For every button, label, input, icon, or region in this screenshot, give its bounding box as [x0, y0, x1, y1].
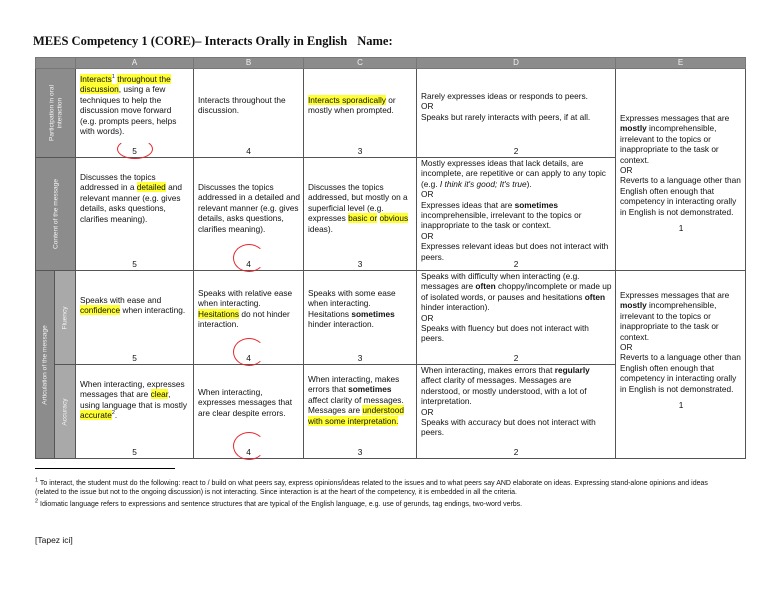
cell-participation-content-e: Expresses messages that are mostly incomprehensible, irrelevant to the topics or inappropriate to the task or context. OR Reverts to a language other than English often enough that competency in interacting orally in English is not demonstrated. 1	[616, 69, 746, 271]
footnote-separator	[35, 468, 175, 469]
cell-accuracy-d: When interacting, makes errors that regularly affect clarity of messages. Messages are nderstood, or mostly understood, with a lot of interpretation. OR Speaks with accuracy but does not interact with peers. 2	[417, 365, 616, 459]
section-participation	[36, 69, 76, 158]
score-participation-b: 4	[246, 145, 251, 156]
score-circle-mark	[233, 432, 265, 460]
highlight-interacts: Interacts	[80, 74, 112, 84]
highlight-confidence: confidence	[80, 305, 121, 316]
highlight-obvious: obvious	[379, 213, 409, 224]
highlight-detailed: detailed	[136, 182, 166, 193]
rubric-table	[35, 57, 746, 459]
row-participation	[36, 69, 746, 158]
highlight-hesitations: Hesitations	[198, 308, 240, 319]
highlight-clear: clear	[150, 389, 169, 400]
cell-content-c: Discusses the topics addressed, but mostly on a superficial level (e.g. expresses basic or obvious ideas). 3	[304, 158, 417, 271]
column-header-a: A	[76, 58, 194, 69]
cell-content-b: Discusses the topics addressed in a detailed and relevant manner (e.g. gives details, asks questions, clarifies meaning). 4	[194, 158, 304, 271]
subsection-accuracy-label: Accuracy	[61, 397, 69, 426]
placeholder-text[interactable]: [Tapez ici]	[35, 535, 73, 545]
cell-content-d: Mostly expresses ideas that lack details, are incomplete, are repetitive or can apply to any topic (e.g. I think it's good; It's true). OR Expresses ideas that are sometimes incomprehensible, irrelevant to the topics or inappropriate to the task or context. OR Expresses relevant ideas but does not interact with peers. 2	[417, 158, 616, 271]
footnote-2: $^2$ Idiomatic language refers to expressions and sentence structures that are typical of the English language, e.g. use of gerunds, tag endings, two-word verbs.	[35, 498, 523, 508]
row-fluency	[36, 271, 746, 365]
cell-accuracy-b: When interacting, expresses messages that are clear despite errors. 4	[194, 365, 304, 459]
score-accuracy-c: 3	[357, 446, 363, 457]
column-header-b: B	[194, 58, 304, 69]
score-content-a: 5	[132, 258, 137, 269]
header-corner	[36, 58, 76, 69]
score-accuracy-b: 4	[246, 446, 251, 457]
score-content-e: 1	[678, 223, 684, 234]
score-participation-d: 2	[513, 145, 519, 156]
page-title	[33, 34, 393, 49]
score-accuracy-d: 2	[513, 446, 519, 457]
section-articulation-label: Articulation of the message	[41, 324, 49, 405]
cell-participation-b: Interacts throughout the discussion. 4	[194, 69, 304, 158]
score-circle-mark	[117, 139, 153, 159]
subsection-accuracy	[55, 365, 76, 459]
column-header-e: E	[616, 58, 746, 69]
footnote-1: $^1$ To interact, the student must do the following: react to / build on what peers say, express opinions/ideas related to the issues and to what peers say AND elaborate on ideas. Expressing stand-alone opinions and ideas (related to the issue but not to the ongoing discussion) is not interacting. Since interaction is at the heart of the competency, it is embedded in all the criteria.	[35, 477, 708, 496]
highlight-accurate: accurate	[80, 410, 112, 421]
highlight-basic: basic or	[348, 213, 378, 224]
column-header-row	[36, 58, 746, 69]
cell-participation-a: Interacts$^1$ throughout the discussion, using a few techniques to help the discussion move forward (e.g. prompts peers, helps with words). 5	[76, 69, 194, 158]
cell-accuracy-c: When interacting, makes errors that sometimes affect clarity of messages. Messages are understood with some interpretation. 3	[304, 365, 417, 459]
score-participation-c: 3	[357, 145, 363, 156]
score-articulation-e: 1	[678, 400, 684, 411]
cell-participation-d: Rarely expresses ideas or responds to peers. OR Speaks but rarely interacts with peers, if at all. 2	[417, 69, 616, 158]
cell-articulation-e: Expresses messages that are mostly incomprehensible, irrelevant to the topics or inappropriate to the task or context. OR Reverts to a language other than English often enough that competency in interacting orally in English is not demonstrated. 1	[616, 271, 746, 459]
column-header-d: D	[417, 58, 616, 69]
rubric-title: MEES Competency 1 (CORE)– Interacts Orally in English	[33, 34, 348, 48]
score-fluency-a: 5	[132, 352, 137, 363]
section-content-label: Content of the message	[51, 178, 59, 250]
highlight-sporadically: Interacts sporadically	[308, 95, 386, 105]
score-circle-mark	[233, 244, 265, 272]
column-header-c: C	[304, 58, 417, 69]
cell-content-a: Discusses the topics addressed in a detailed and relevant manner (e.g. gives details, asks questions, clarifies meaning). 5	[76, 158, 194, 271]
section-articulation	[36, 271, 55, 459]
subsection-fluency	[55, 271, 76, 365]
score-accuracy-a: 5	[132, 446, 137, 457]
score-circle-mark	[233, 338, 265, 366]
score-fluency-d: 2	[513, 352, 519, 363]
cell-accuracy-a: When interacting, expresses messages that are clear, using language that is mostly accurate$^2$. 5	[76, 365, 194, 459]
score-participation-a: 5	[132, 145, 137, 156]
cell-fluency-d: Speaks with difficulty when interacting (e.g. messages are often choppy/incomplete or made up of isolated words, or pauses and hesitations often hinder interaction). OR Speaks with fluency but does not interact with peers. 2	[417, 271, 616, 365]
score-fluency-b: 4	[246, 352, 251, 363]
section-participation-label: Participation in oral interaction	[48, 84, 63, 142]
cell-participation-c: Interacts sporadically or mostly when prompted. 3	[304, 69, 417, 158]
cell-fluency-b: Speaks with relative ease when interacting. Hesitations do not hinder interaction. 4	[194, 271, 304, 365]
highlight-understood: understood with some interpretation.	[308, 405, 404, 426]
score-content-d: 2	[513, 258, 519, 269]
score-fluency-c: 3	[357, 352, 363, 363]
name-label: Name:	[357, 34, 393, 48]
cell-fluency-c: Speaks with some ease when interacting. Hesitations sometimes hinder interaction. 3	[304, 271, 417, 365]
cell-fluency-a: Speaks with ease and confidence when interacting. 5	[76, 271, 194, 365]
highlight-throughout: throughout the discussion	[80, 74, 171, 95]
score-content-b: 4	[246, 258, 251, 269]
score-content-c: 3	[357, 258, 363, 269]
subsection-fluency-label: Fluency	[61, 305, 69, 330]
section-content	[36, 158, 76, 271]
